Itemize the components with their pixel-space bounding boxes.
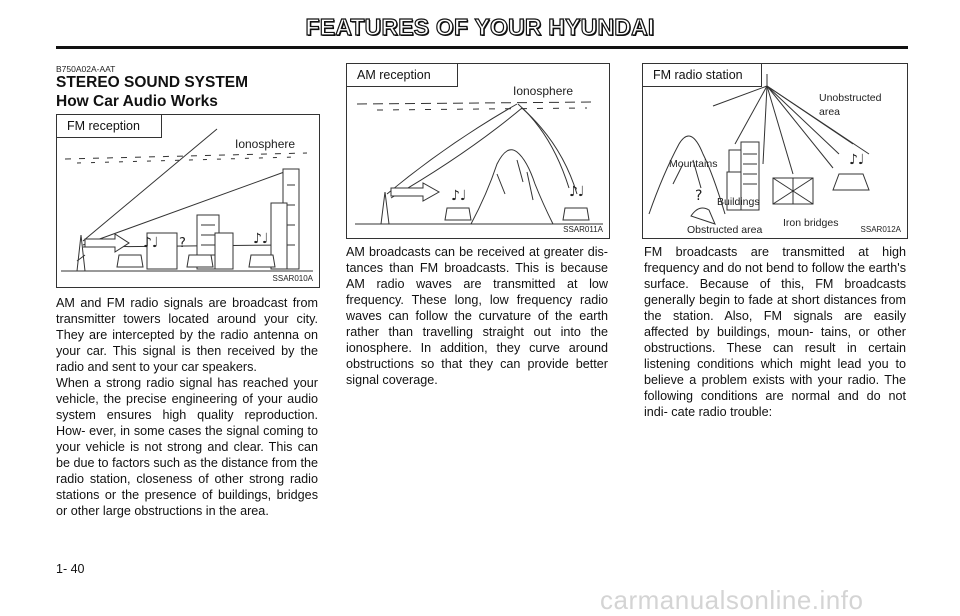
svg-text:♪♩: ♪♩: [849, 152, 865, 168]
fm-reception-figure: [56, 114, 320, 288]
fm-station-illustration: [643, 64, 907, 238]
right-paragraph: FM broadcasts are transmitted at high frequency and do not bend to follow the earth's surface. Because of this, FM broadcasts generally begin to fade at short distances from the station. Also, FM signals are easily affected by buildings, moun- tains, or other obstructions. These can result in certain listening conditions which might lead you to believe a problem exists with your radio. The following conditions are normal and do not indi- cate radio trouble:: [644, 245, 906, 419]
fm-station-label: FM radio station: [643, 64, 762, 87]
am-reception-figure: [346, 63, 610, 239]
svg-text:♪♩: ♪♩: [451, 188, 467, 204]
am-reception-code: SSAR011A: [563, 225, 603, 234]
svg-text:♪♩: ♪♩: [569, 184, 585, 200]
fm-station-code: SSAR012A: [860, 225, 901, 234]
section-subtitle: How Car Audio Works: [56, 93, 218, 110]
page-number: 1- 40: [56, 562, 85, 576]
footer-watermark: carmanualsonline.info: [600, 585, 864, 615]
header-rule: [56, 46, 908, 49]
unobstructed-label: Unobstructed: [819, 92, 882, 104]
fm-station-figure: [642, 63, 908, 239]
mountains-label: Mountains: [669, 158, 718, 170]
iron-bridges-label: Iron bridges: [783, 217, 839, 229]
svg-text:?: ?: [179, 236, 186, 251]
unobstructed-area-label: area: [819, 106, 841, 118]
obstructed-area-label: Obstructed area: [687, 224, 763, 236]
buildings-label: Buildings: [717, 196, 760, 208]
section-code: B750A02A-AAT: [56, 64, 116, 74]
page-header-title: FEATURES OF YOUR HYUNDAI: [305, 14, 655, 40]
svg-text:♪♩: ♪♩: [253, 231, 269, 247]
left-paragraph-2: When a strong radio signal has reached your vehicle, the precise engineering of your audio system ensures high quality reproduction. How- ever, in some cases the signal coming to your vehicle is not strong and clear. This can be due to factors such as the distance from the radio station, closeness of other strong radio stations or the presence of buildings, bridges or other large obstructions in the area.: [56, 376, 318, 518]
svg-text:?: ?: [695, 188, 703, 204]
fm-reception-label: FM reception: [57, 115, 162, 138]
middle-paragraph: AM broadcasts can be received at greater dis- tances than FM broadcasts. This is because AM radio waves are transmitted at low frequency. These long, low frequency radio waves can follow the curvature of the earth rather than travelling straight out into the ionosphere. In addition, they curve around obstructions so that they can provide better signal coverage.: [346, 245, 608, 387]
am-reception-label: AM reception: [347, 64, 458, 87]
am-ionosphere-label: Ionosphere: [513, 84, 574, 98]
svg-text:♪♩: ♪♩: [143, 235, 159, 251]
left-paragraph-1: AM and FM radio signals are broadcast from transmitter towers located around your city. They are intercepted by the radio antenna on your car. This signal is then received by the radio and sent to your car speakers.: [56, 296, 318, 374]
fm-reception-code: SSAR010A: [272, 274, 313, 283]
section-title: STEREO SOUND SYSTEM: [56, 74, 249, 91]
fm-ionosphere-label: Ionosphere: [235, 137, 296, 151]
